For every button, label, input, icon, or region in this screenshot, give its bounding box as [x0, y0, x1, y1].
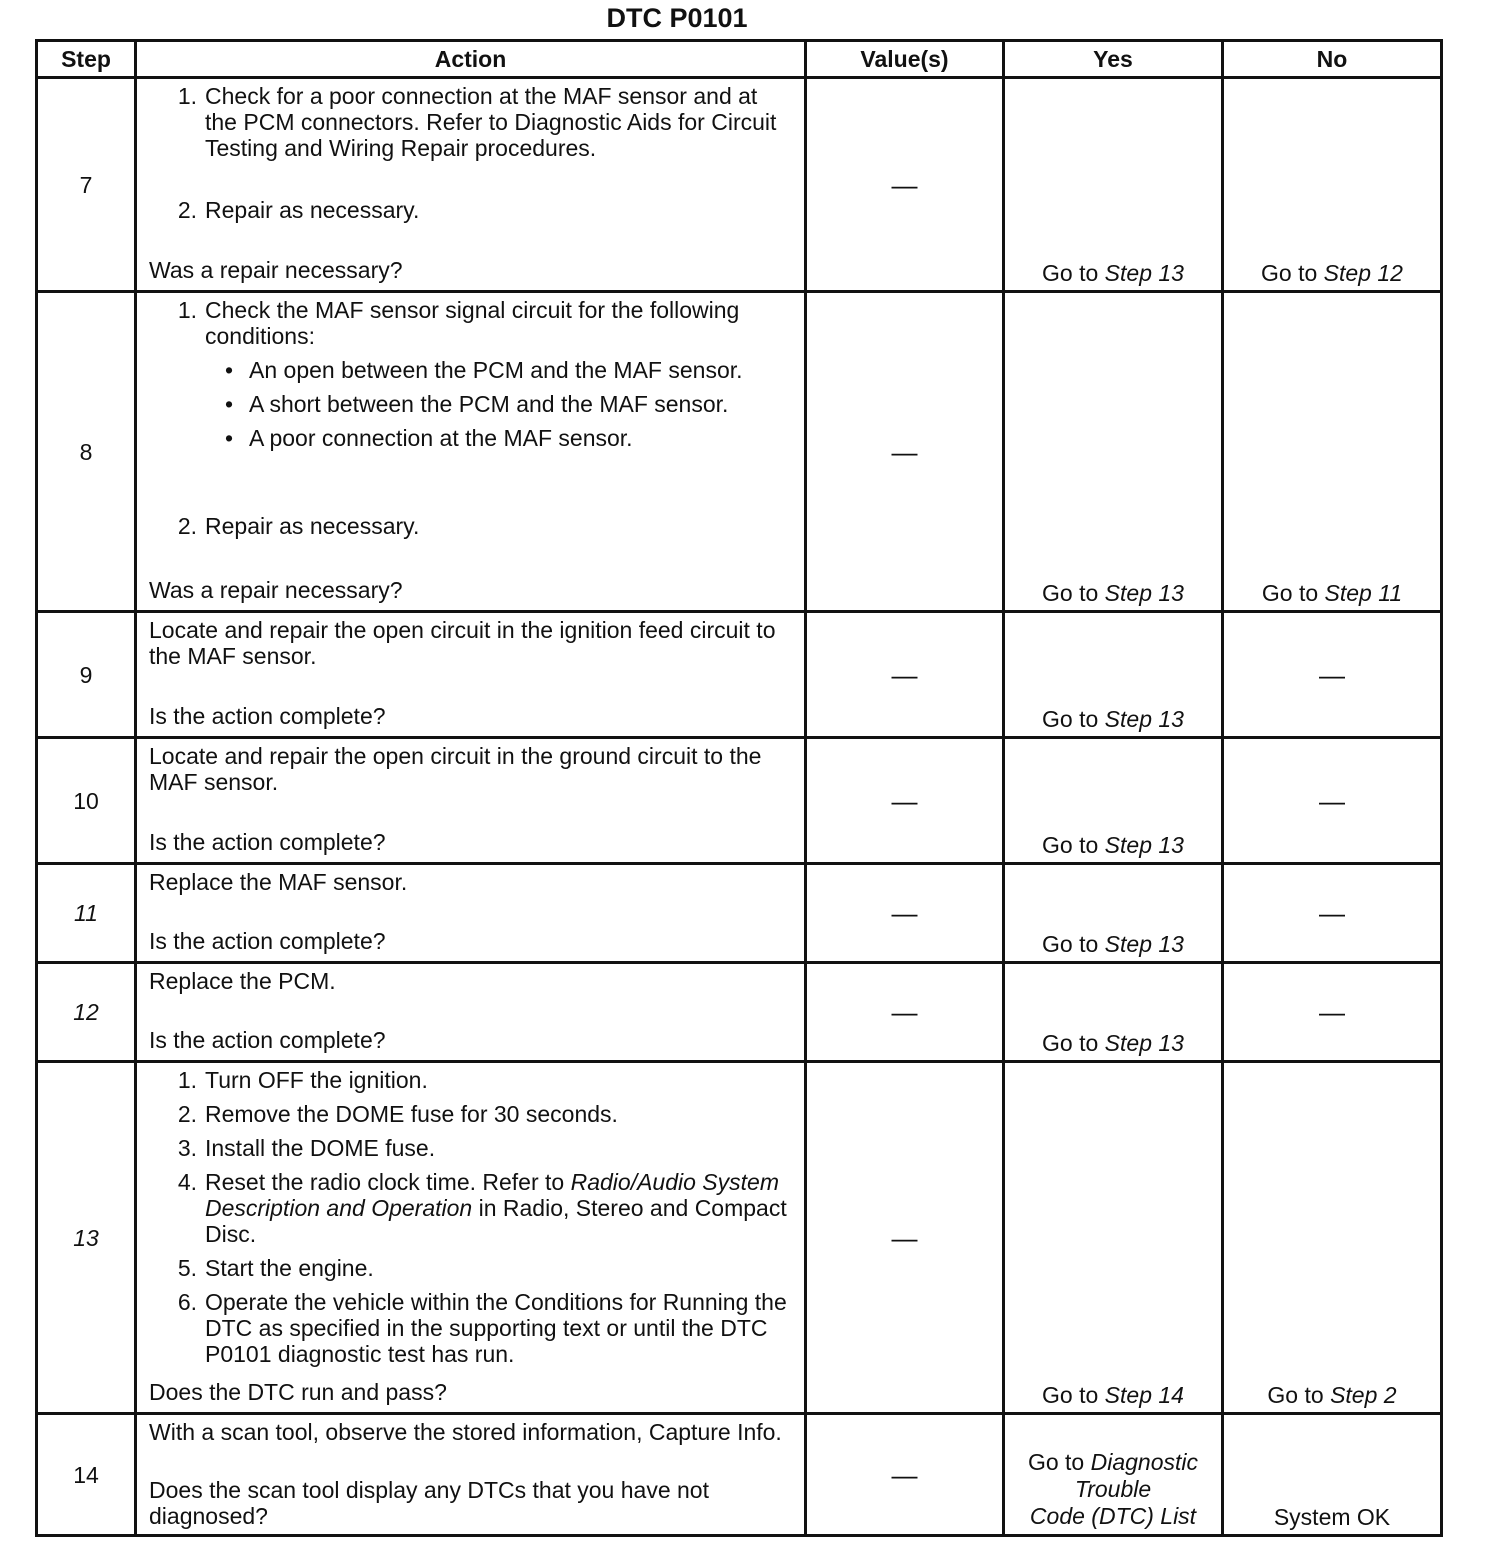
- table-row-step-9: [37, 612, 1442, 738]
- step-number: 9: [37, 612, 136, 738]
- no-cell: —: [1223, 612, 1442, 738]
- question-text: Is the action complete?: [149, 928, 386, 954]
- yes-cell: Go to Step 13: [1004, 738, 1223, 864]
- list-item: 1. Check the MAF sensor signal circuit for the following conditions:: [177, 297, 740, 349]
- value-cell: —: [806, 612, 1004, 738]
- table-row-step-14: [37, 1414, 1442, 1536]
- header-yes: Yes: [1004, 41, 1223, 78]
- diagnostic-table: [35, 39, 1443, 1537]
- table-row-step-13: [37, 1062, 1442, 1414]
- step-reference: Step 13: [1104, 931, 1184, 957]
- step-reference: Step 14: [1104, 1382, 1184, 1408]
- list-item: 3. Install the DOME fuse.: [177, 1135, 436, 1161]
- yes-cell: Go to Step 13: [1004, 864, 1223, 963]
- yes-cell: Go to Step 14: [1004, 1062, 1223, 1414]
- action-cell: [136, 963, 806, 1062]
- step-reference: Step 12: [1323, 260, 1403, 286]
- step-number: 12: [37, 963, 136, 1062]
- page-title: DTC P0101: [606, 3, 748, 33]
- action-cell: [136, 292, 806, 612]
- question-text: Is the action complete?: [149, 1027, 386, 1053]
- list-item: 2. Remove the DOME fuse for 30 seconds.: [177, 1101, 618, 1127]
- step-reference: Step 13: [1104, 260, 1184, 286]
- action-cell: [136, 1062, 806, 1414]
- value-cell: —: [806, 963, 1004, 1062]
- value-cell: —: [806, 864, 1004, 963]
- action-text: Locate and repair the open circuit in the ground circuit to the MAF sensor.: [149, 743, 762, 795]
- no-cell: —: [1223, 864, 1442, 963]
- list-item: 5. Start the engine.: [177, 1255, 374, 1281]
- bullet-item: • An open between the PCM and the MAF sensor.: [225, 357, 743, 383]
- yes-cell: Go to Step 13: [1004, 78, 1223, 292]
- action-text: Replace the PCM.: [149, 968, 336, 994]
- list-item: 1. Check for a poor connection at the MAF sensor and at the PCM connectors. Refer to Diagnostic Aids for Circuit Testing and Wiring Repair procedures.: [177, 83, 777, 161]
- step-reference: Step 13: [1104, 580, 1184, 606]
- action-text: Replace the MAF sensor.: [149, 869, 408, 895]
- step-reference: Step 13: [1104, 706, 1184, 732]
- header-step: Step: [37, 41, 136, 78]
- value-cell: —: [806, 738, 1004, 864]
- question-text: Does the scan tool display any DTCs that you have not diagnosed?: [149, 1477, 709, 1529]
- value-cell: —: [806, 1414, 1004, 1536]
- yes-cell: Go to Diagnostic Trouble Code (DTC) List: [1004, 1414, 1223, 1536]
- step-reference: Step 2: [1330, 1382, 1397, 1408]
- no-cell: Go to Step 11: [1223, 292, 1442, 612]
- step-number: 10: [37, 738, 136, 864]
- question-text: Is the action complete?: [149, 703, 386, 729]
- step-number: 14: [37, 1414, 136, 1536]
- step-number: 7: [37, 78, 136, 292]
- step-number: 13: [37, 1062, 136, 1414]
- list-item: 4. Reset the radio clock time. Refer to Radio/Audio System Description and Operation in Radio, Stereo and Compact Disc.: [177, 1169, 787, 1247]
- list-item: 2. Repair as necessary.: [177, 513, 420, 539]
- no-cell: Go to Step 12: [1223, 78, 1442, 292]
- step-reference: Step 11: [1324, 580, 1403, 606]
- action-text: With a scan tool, observe the stored information, Capture Info.: [149, 1419, 782, 1445]
- table-row-step-12: [37, 963, 1442, 1062]
- value-cell: —: [806, 292, 1004, 612]
- no-cell: Go to Step 2: [1223, 1062, 1442, 1414]
- header-action: Action: [136, 41, 806, 78]
- table-row-step-8: [37, 292, 1442, 612]
- header-no: No: [1223, 41, 1442, 78]
- question-text: Does the DTC run and pass?: [149, 1379, 447, 1405]
- question-text: Was a repair necessary?: [149, 257, 403, 283]
- action-text: Locate and repair the open circuit in the ignition feed circuit to the MAF sensor.: [149, 617, 776, 669]
- action-cell: [136, 1414, 806, 1536]
- yes-cell: Go to Step 13: [1004, 963, 1223, 1062]
- document-reference: Diagnostic: [1090, 1449, 1199, 1475]
- no-cell: System OK: [1223, 1414, 1442, 1536]
- yes-cell: Go to Step 13: [1004, 612, 1223, 738]
- document-reference: Radio/Audio System Description and Operation: [205, 1169, 779, 1221]
- action-cell: [136, 78, 806, 292]
- header-values: Value(s): [806, 41, 1004, 78]
- step-number: 8: [37, 292, 136, 612]
- no-cell: —: [1223, 738, 1442, 864]
- table-row-step-11: [37, 864, 1442, 963]
- table-header-row: [37, 41, 1442, 78]
- list-item: 1. Turn OFF the ignition.: [177, 1067, 428, 1093]
- step-number: 11: [37, 864, 136, 963]
- question-text: Is the action complete?: [149, 829, 386, 855]
- yes-cell: Go to Step 13: [1004, 292, 1223, 612]
- table-row-step-7: [37, 78, 1442, 292]
- bullet-item: • A short between the PCM and the MAF sensor.: [225, 391, 729, 417]
- list-item: 2. Repair as necessary.: [177, 197, 420, 223]
- list-item: 6. Operate the vehicle within the Conditions for Running the DTC as specified in the supporting text or until the DTC P0101 diagnostic test has run.: [177, 1289, 787, 1367]
- bullet-item: • A poor connection at the MAF sensor.: [225, 425, 633, 451]
- question-text: Was a repair necessary?: [149, 577, 403, 603]
- value-cell: —: [806, 78, 1004, 292]
- action-cell: [136, 864, 806, 963]
- step-reference: Step 13: [1104, 832, 1184, 858]
- table-row-step-10: [37, 738, 1442, 864]
- value-cell: —: [806, 1062, 1004, 1414]
- step-reference: Step 13: [1104, 1030, 1184, 1056]
- action-cell: [136, 738, 806, 864]
- action-cell: [136, 612, 806, 738]
- no-cell: —: [1223, 963, 1442, 1062]
